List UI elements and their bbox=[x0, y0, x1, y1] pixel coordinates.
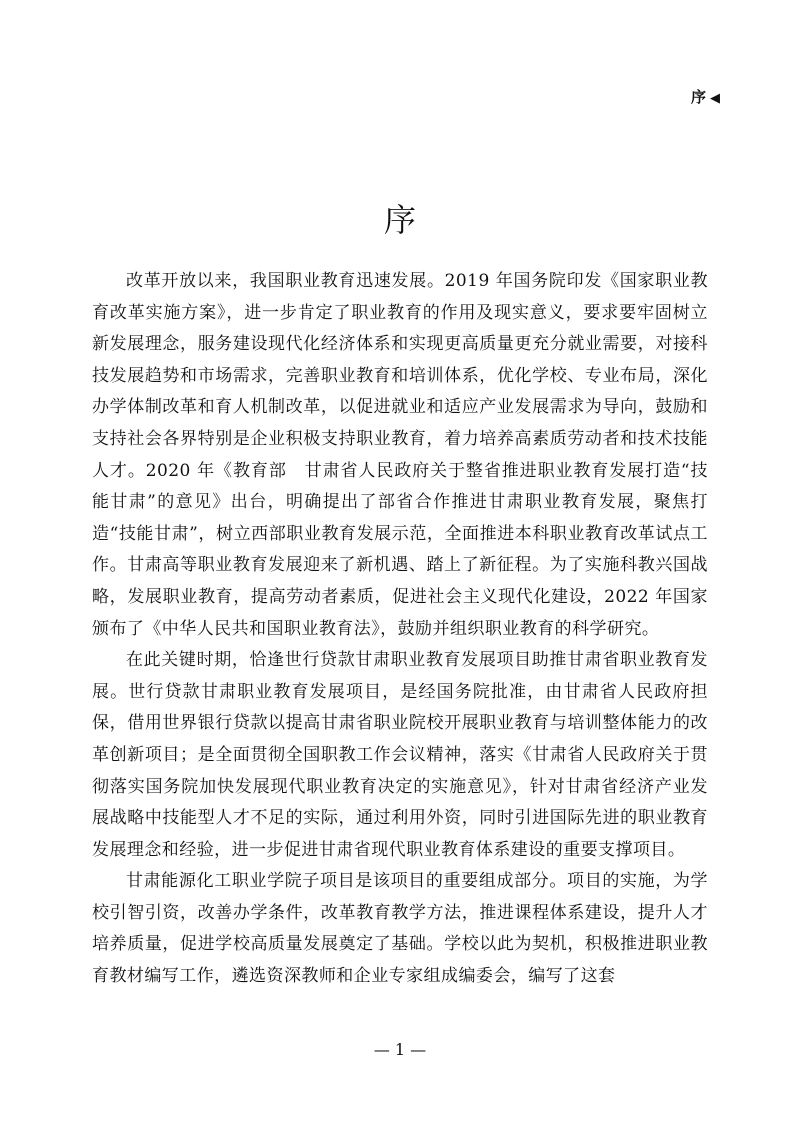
running-head bbox=[691, 86, 720, 107]
triangle-left-icon: ◀ bbox=[710, 91, 720, 106]
page-title: 序 bbox=[383, 201, 416, 239]
paragraph-2: 在此关键时期，恰逢世行贷款甘肃职业教育发展项目助推甘肃省职业教育发展。世行贷款甘肃职业教育发展项目，是经国务院批准，由甘肃省人民政府担保，借用世界银行贷款以提高甘肃省职业院校开展职业教育与培训整体能力的改革创新项目；是全面贯彻全国职教工作会议精神，落实《甘肃省人民政府关于贯彻落实国务院加快发展现代职业教育决定的实施意见》，针对甘肃省经济产业发展战略中技能型人才不足的实际，通过利用外资，同时引进国际先进的职业教育发展理念和经验，进一步促进甘肃省现代职业教育体系建设的重要支撑项目。 bbox=[92, 650, 708, 860]
running-head-label: 序 bbox=[690, 88, 706, 106]
paragraph-3: 甘肃能源化工职业学院子项目是该项目的重要组成部分。项目的实施，为学校引智引资，改善办学条件，改革教育教学方法，推进课程体系建设，提升人才培养质量，促进学校高质量发展奠定了基础。学校以此为契机，积极推进职业教育教材编写工作，遴选资深教师和企业专家组成编委会，编写了这套 bbox=[92, 871, 708, 987]
page-number: — 1 — bbox=[373, 1040, 427, 1059]
paragraph-1: 改革开放以来，我国职业教育迅速发展。2019 年国务院印发《国家职业教育改革实施方案》，进一步肯定了职业教育的作用及现实意义，要求要牢固树立新发展理念，服务建设现代化经济体系和实现更高质量更充分就业需要，对接科技发展趋势和市场需求，完善职业教育和培训体系，优化学校、专业布局，深化办学体制改革和育人机制改革，以促进就业和适应产业发展需求为导向，鼓励和支持社会各界特别是企业积极支持职业教育，着力培养高素质劳动者和技术技能人才。2020 年《教育部 甘肃省人民政府关于整省推进职业教育发展打造“技能甘肃”的意见》出台，明确提出了部省合作推进甘肃职业教育发展，聚焦打造“技能甘肃”，树立西部职业教育发展示范，全面推进本科职业教育改革试点工作。甘肃高等职业教育发展迎来了新机遇、踏上了新征程。为了实施科教兴国战略，发展职业教育，提高劳动者素质，促进社会主义现代化建设，2022 年国家颁布了《中华人民共和国职业教育法》，鼓励并组织职业教育的科学研究。 bbox=[92, 271, 708, 639]
body-text bbox=[92, 266, 708, 993]
